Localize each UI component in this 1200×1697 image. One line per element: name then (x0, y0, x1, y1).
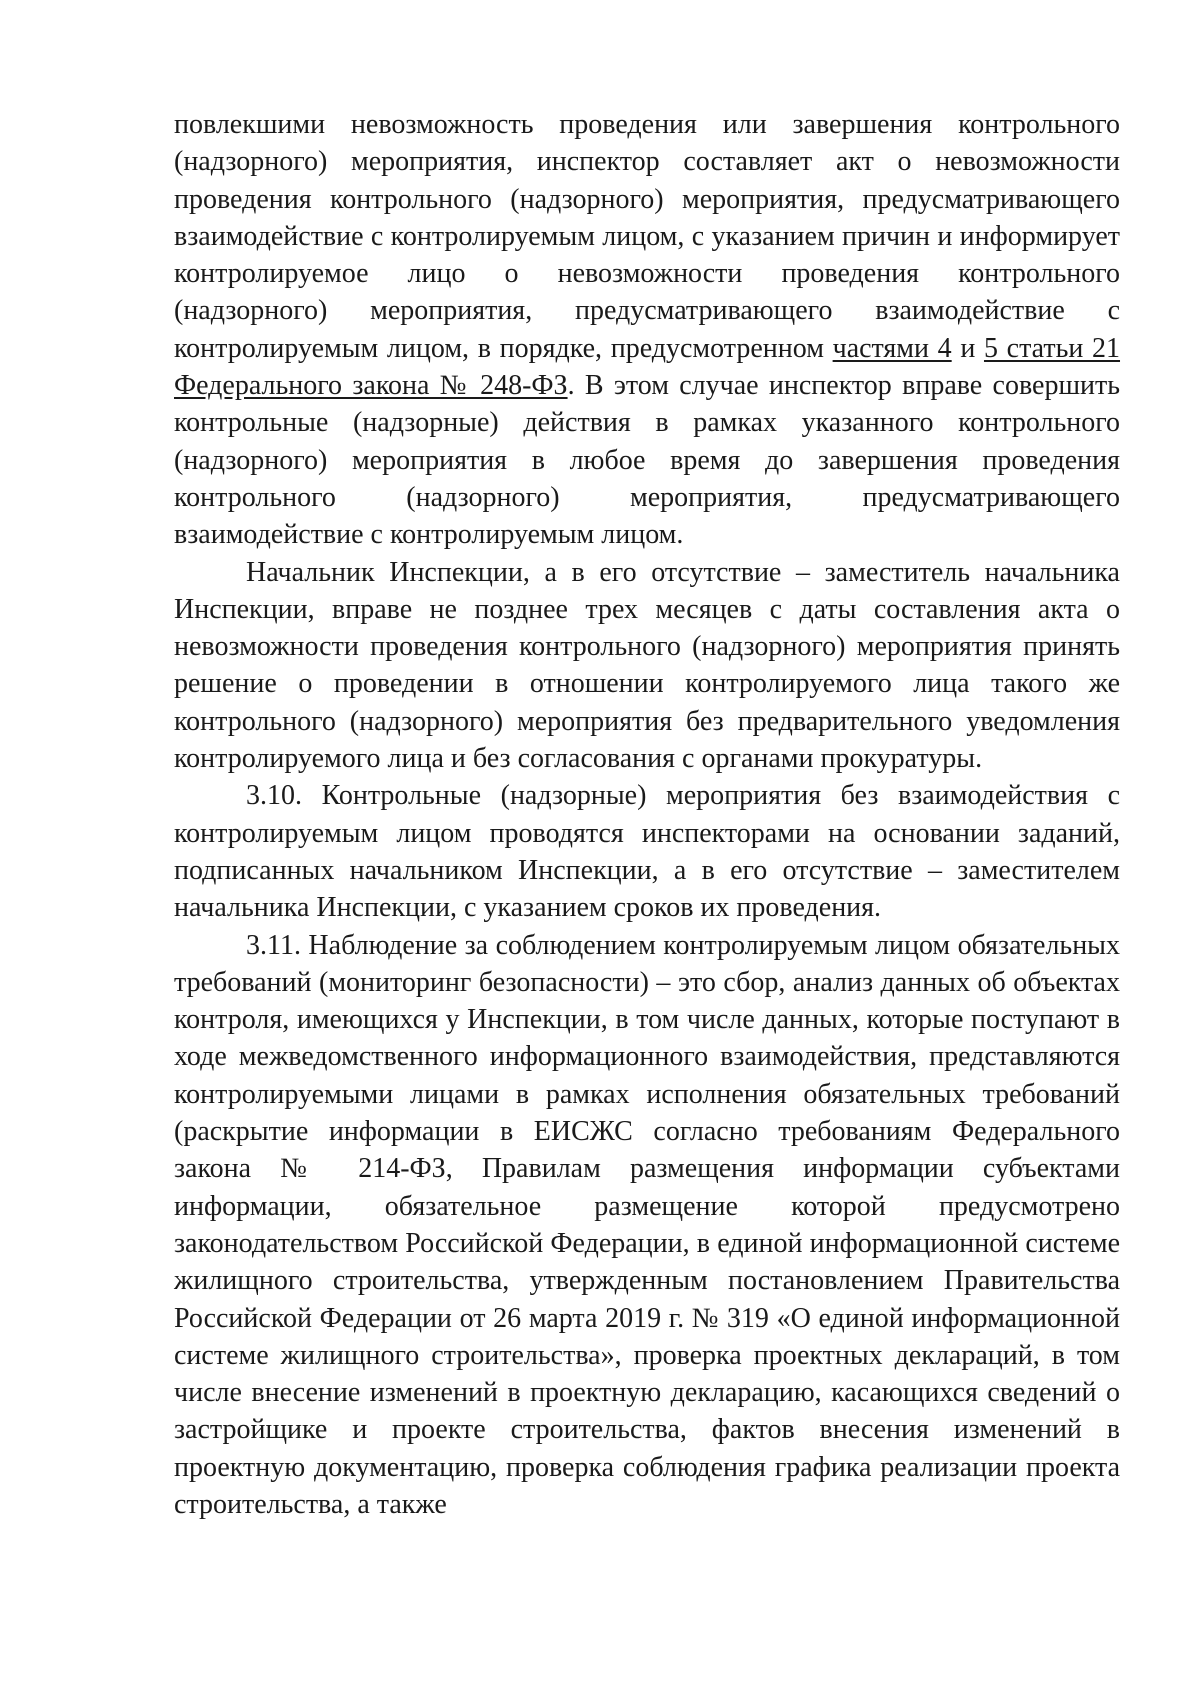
paragraph-text: повлекшими невозможность проведения или завершения контрольного (надзорного) мероприятия, инспектор составляет акт о невозможности проведения контрольного (надзорного) мероприятия, предусматривающего взаимодействие с контролируемым лицом, с указанием причин и информирует контролируемое лицо о невозможности проведения контрольного (надзорного) мероприятия, предусматривающего взаимодействие с контролируемым лицом, в порядке, предусмотренном (174, 109, 1120, 364)
paragraph-3-10: 3.10. Контрольные (надзорные) мероприятия без взаимодействия с контролируемым лицом проводятся инспекторами на основании заданий, подписанных начальником Инспекции, а в его отсутствие – заместителем начальника Инспекции, с указанием сроков их проведения. (174, 780, 1120, 924)
link-federal-law-248[interactable]: 5 статьи 21 Федерального закона № 248-ФЗ (174, 332, 1121, 402)
paragraph-head-decision: Начальник Инспекции, а в его отсутствие – заместитель начальника Инспекции, вправе не позднее трех месяцев с даты составления акта о невозможности проведения контрольного (надзорного) мероприятия принять решение о проведении в отношении контролируемого лица такого же контрольного (надзорного) мероприятия без предварительного уведомления контролируемого лица и без согласования с органами прокуратуры. (174, 556, 1120, 775)
paragraph-text: и (951, 332, 984, 364)
paragraph-3-11: 3.11. Наблюдение за соблюдением контролируемым лицом обязательных требований (мониторинг безопасности) – это сбор, анализ данных об объектах контроля, имеющихся у Инспекции, в том числе данных, которые поступают в ходе межведомственного информационного взаимодействия, представляются контролируемыми лицами в рамках исполнения обязательных требований (раскрытие информации в ЕИСЖС согласно требованиям Федерального закона № 214-ФЗ, Правилам размещения информации субъектами информации, обязательное размещение которой предусмотрено законодательством Российской Федерации, в единой информационной системе жилищного строительства, утвержденным постановлением Правительства Российской Федерации от 26 марта 2019 г. № 319 «О единой информационной системе жилищного строительства», проверка проектных деклараций, в том числе внесение изменений в проектную декларацию, касающихся сведений о застройщике и проекте строительства, фактов внесения изменений в проектную документацию, проверка соблюдения графика реализации проекта строительства, а также (174, 929, 1120, 1520)
link-parts-4[interactable]: частями 4 (832, 332, 952, 364)
paragraph-inspection-act (174, 106, 1120, 554)
paragraph-text: . В этом случае инспектор вправе совершить контрольные (надзорные) действия в рамках указанного контрольного (надзорного) мероприятия в любое время до завершения проведения контрольного (надзорного) мероприятия, предусматривающего взаимодействие с контролируемым лицом. (174, 370, 1121, 551)
document-page (174, 106, 1120, 1523)
